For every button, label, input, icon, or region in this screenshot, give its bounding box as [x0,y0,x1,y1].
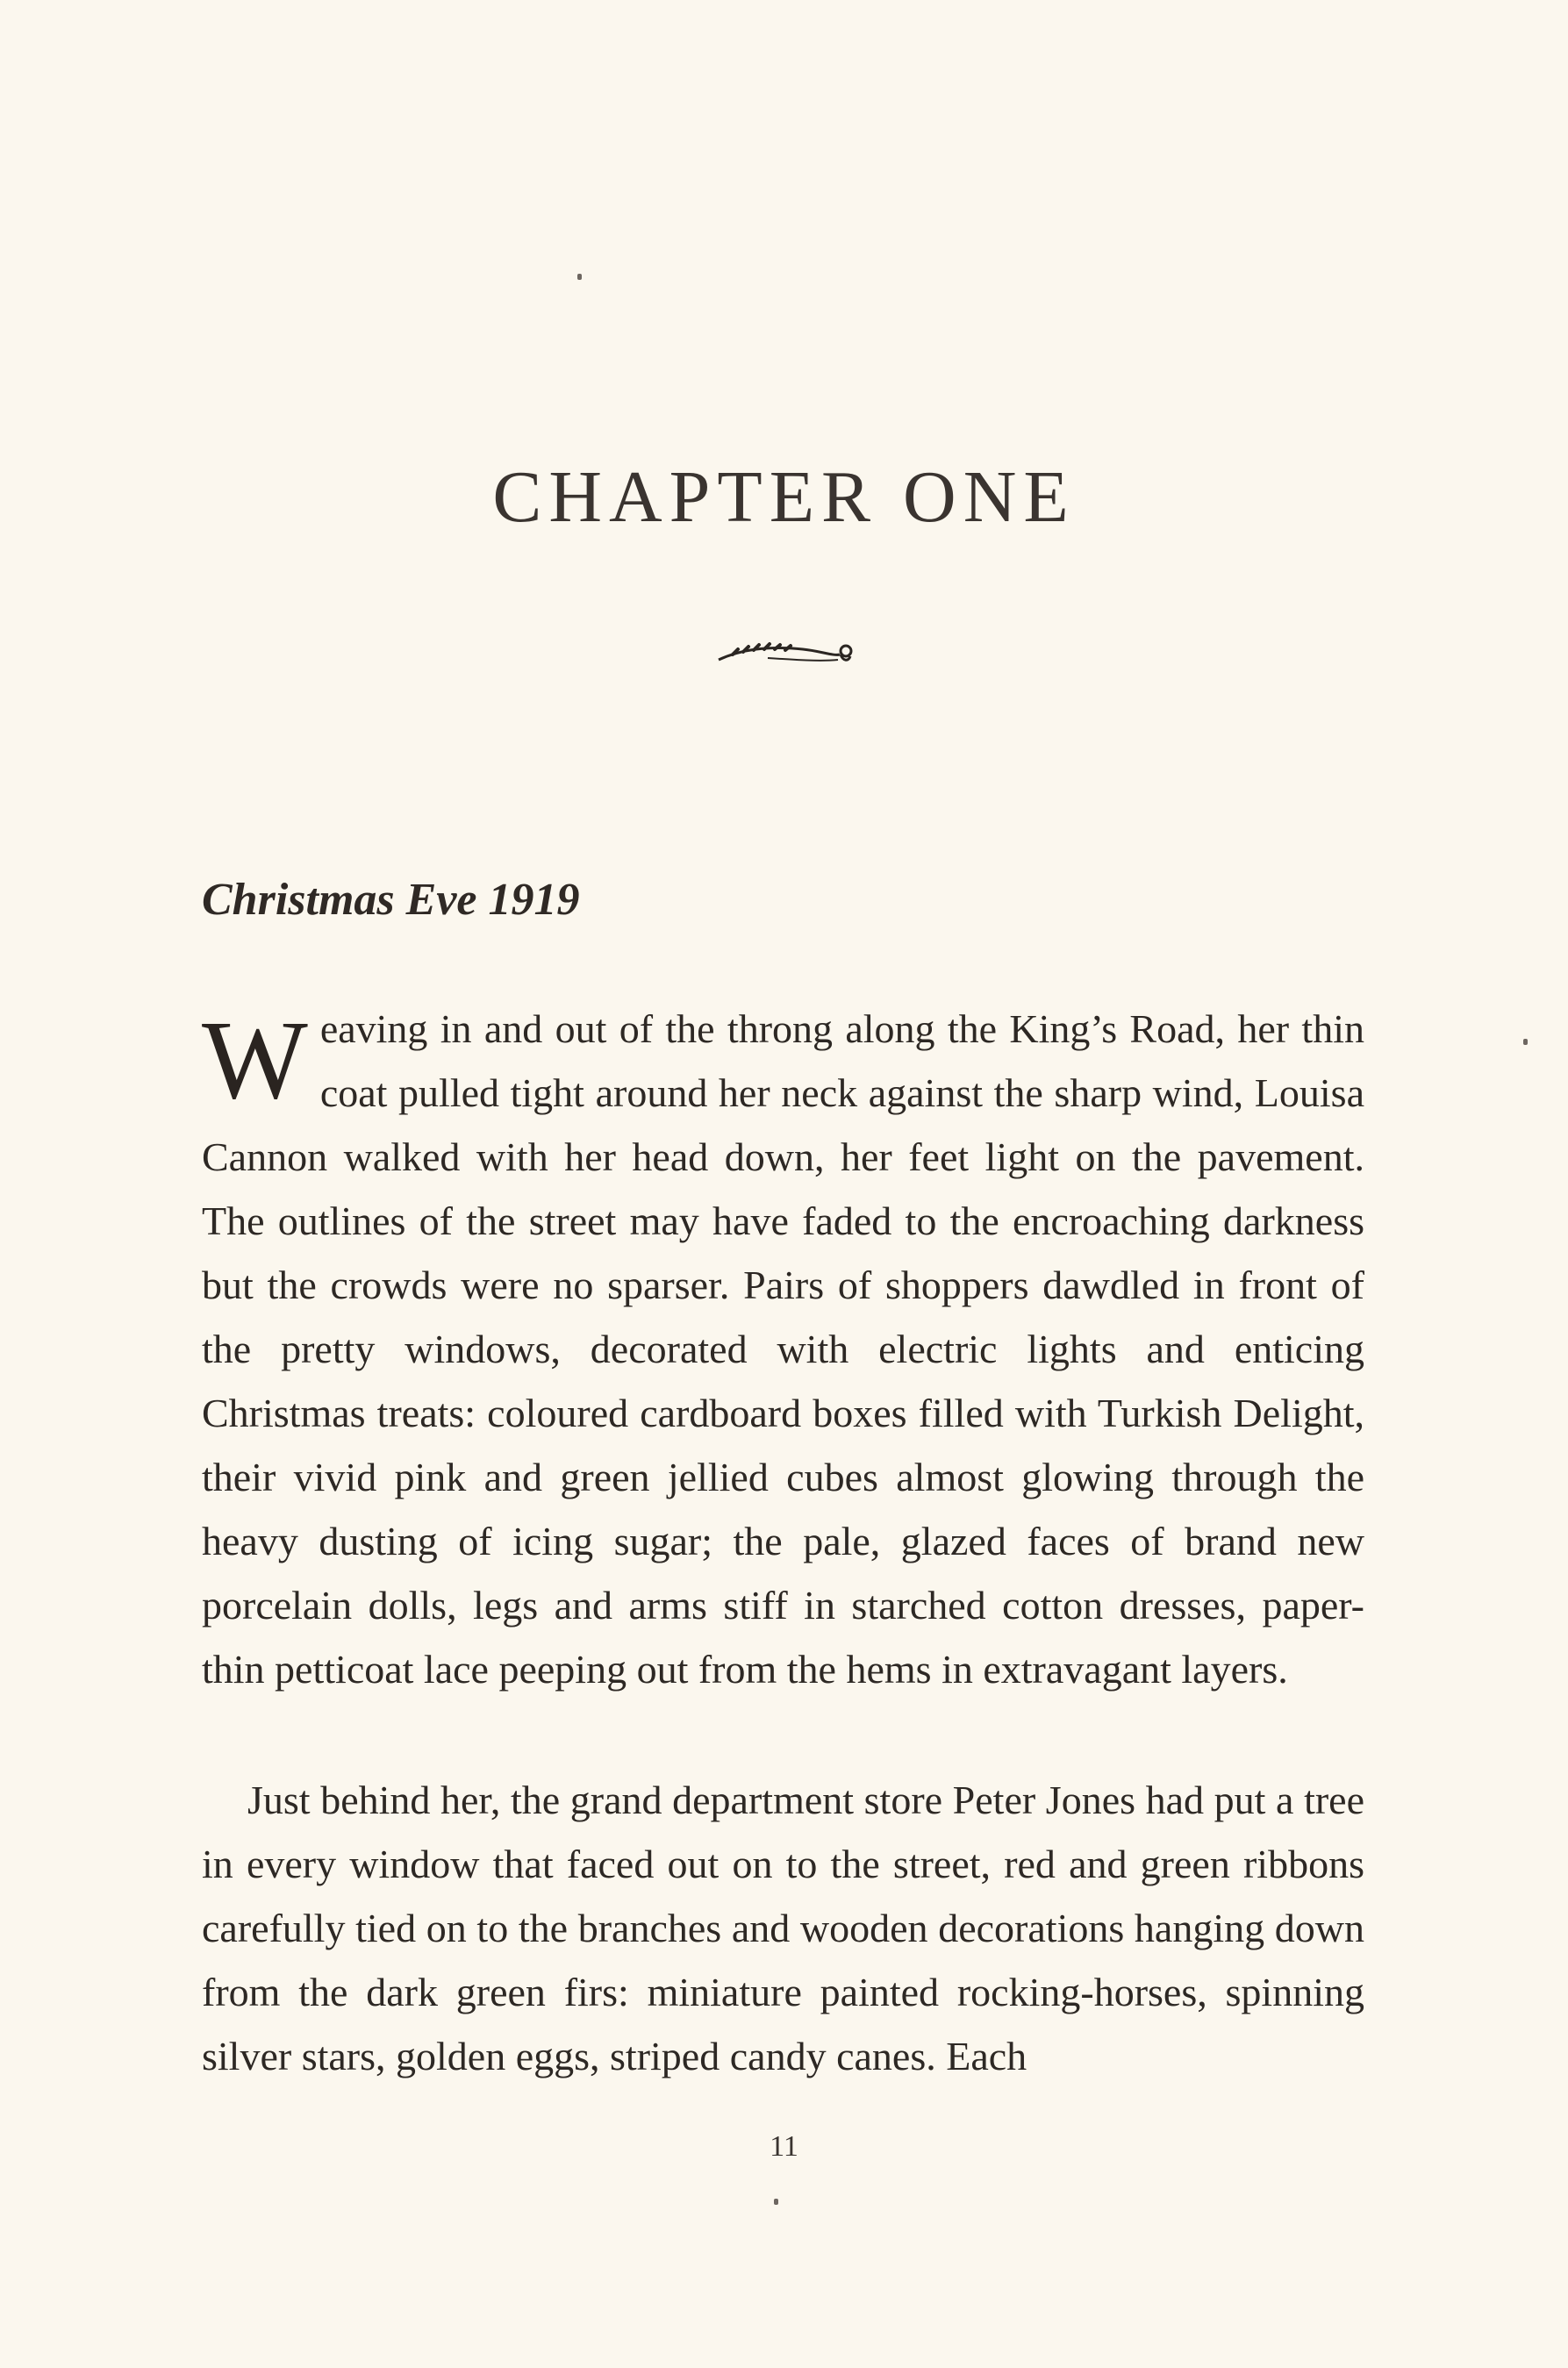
page-number: 11 [770,2130,798,2163]
scroll-flourish-icon [715,633,856,669]
paper-speck [774,2199,778,2205]
drop-cap: W [202,998,308,1122]
paragraph-1 [202,997,1364,1701]
paragraph-2: Just behind her, the grand department store Peter Jones had put a tree in every window that faced out on to the street, red and green ribbons carefully tied on to the branches and wooden decorations hanging down from the dark green firs: miniature painted rocking-horses, spinning silver stars, golden eggs, striped candy canes. Each [202,1778,1364,2078]
paragraph-1-text: eaving in and out of the throng along the King’s Road, her thin coat pulled tight around her neck against the sharp wind, Louisa Cannon walked with her head down, her feet light on the pavement. The outlines of the street may have faded to the encroaching darkness but the crowds were no sparser. Pairs of shoppers dawdled in front of the pretty windows, decorated with electric lights and enticing Christmas treats: coloured cardboard boxes filled with Turkish Delight, their vivid pink and green jellied cubes almost glowing through the heavy dusting of icing sugar; the pale, glazed faces of brand new porcelain dolls, legs and arms stiff in starched cotton dresses, paper-thin petticoat lace peeping out from the hems in extravagant layers. [202,1006,1364,1692]
section-date-heading: Christmas Eve 1919 [202,875,580,925]
paper-speck [1523,1039,1528,1045]
paper-speck [577,274,582,280]
chapter-title: CHAPTER ONE [492,456,1076,538]
